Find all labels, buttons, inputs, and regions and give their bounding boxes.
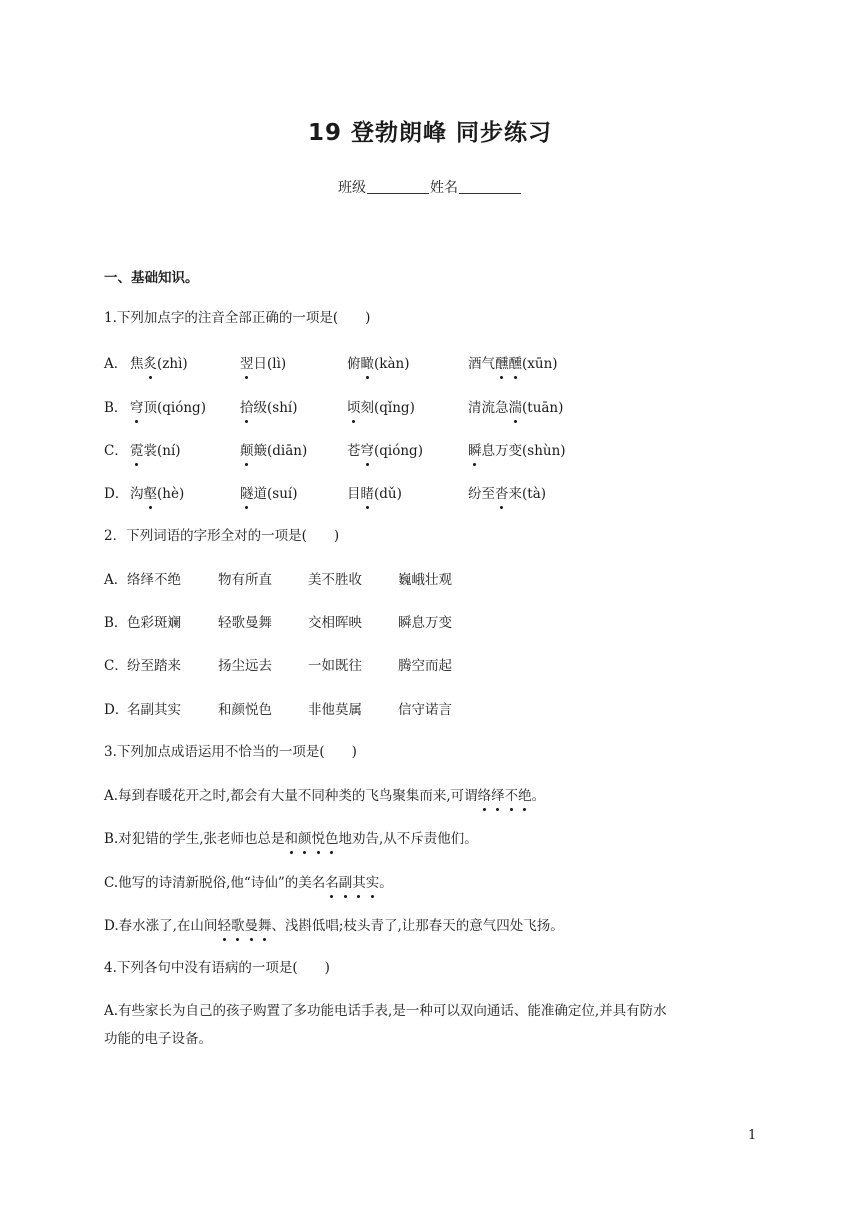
option-item bbox=[130, 441, 181, 461]
item-text: (zhì) bbox=[157, 356, 188, 372]
dotted-char: 舞 bbox=[257, 918, 272, 934]
page-number: 1 bbox=[748, 1128, 757, 1143]
sentence-text: 、浅斟低唱;枝头青了,让那春天的意气四处飞扬。 bbox=[271, 918, 564, 934]
item-text: 簸(diān) bbox=[253, 443, 308, 459]
option-word: 和颜悦色 bbox=[218, 702, 272, 718]
dotted-char: 其 bbox=[352, 875, 366, 891]
option-word: 名副其实 bbox=[127, 702, 181, 718]
dotted-char: 醺 bbox=[495, 356, 509, 372]
item-text: 焦 bbox=[130, 356, 144, 372]
option-word: 美不胜收 bbox=[308, 572, 362, 588]
option-item bbox=[347, 484, 402, 504]
option-item bbox=[468, 398, 563, 418]
dotted-char: 穹 bbox=[130, 400, 144, 416]
question-2-stem: 2．下列词语的字形全对的一项是( ) bbox=[104, 528, 340, 544]
option-word: 一如既往 bbox=[308, 658, 362, 674]
dotted-char: 副 bbox=[338, 875, 353, 891]
dotted-char: 隧 bbox=[240, 486, 254, 502]
item-text: 日(lì) bbox=[253, 356, 287, 372]
dotted-char: 和 bbox=[284, 831, 299, 847]
question-3-stem: 3.下列加点成语运用不恰当的一项是( ) bbox=[104, 744, 357, 760]
option-label: D． bbox=[104, 486, 129, 502]
dotted-char: 轻 bbox=[217, 918, 231, 934]
item-text: 息万变(shùn) bbox=[481, 443, 566, 459]
q2-option-row bbox=[104, 570, 452, 590]
dotted-char: 睹 bbox=[360, 486, 374, 502]
option-word: 色彩斑斓 bbox=[127, 615, 181, 631]
class-blank bbox=[367, 179, 429, 194]
class-name-line bbox=[0, 177, 860, 197]
item-text: 道(suí) bbox=[253, 486, 298, 502]
option-word: 腾空而起 bbox=[398, 658, 452, 674]
dotted-char: 拾 bbox=[240, 400, 254, 416]
option-word: 纷至踏来 bbox=[127, 658, 181, 674]
section-heading: 一、基础知识。 bbox=[104, 270, 199, 286]
item-text: (dǔ) bbox=[374, 486, 402, 502]
item-text: 来(tà) bbox=[508, 486, 547, 502]
option-label: C． bbox=[104, 443, 128, 459]
q1-option-row bbox=[104, 354, 558, 374]
option-word: 信守诺言 bbox=[398, 702, 452, 718]
option-label: D． bbox=[104, 702, 129, 718]
dotted-char: 不 bbox=[504, 788, 519, 804]
sentence-text: 。 bbox=[379, 875, 393, 891]
option-label: A． bbox=[104, 572, 128, 588]
dotted-char: 绎 bbox=[491, 788, 505, 804]
item-text: (kàn) bbox=[374, 356, 410, 372]
q1-option-row bbox=[104, 484, 547, 504]
dotted-char: 顷 bbox=[347, 400, 361, 416]
question-4-stem: 4.下列各句中没有语病的一项是( ) bbox=[104, 960, 330, 976]
option-item bbox=[468, 354, 558, 374]
name-label: 姓名 bbox=[430, 180, 458, 196]
sentence-text: B.对犯错的学生,张老师也总是 bbox=[104, 831, 285, 847]
option-item bbox=[130, 398, 206, 418]
option-item bbox=[347, 398, 415, 418]
item-text: (xūn) bbox=[522, 356, 558, 372]
option-item bbox=[130, 484, 184, 504]
q2-option-row bbox=[104, 700, 452, 720]
dotted-char: 绝 bbox=[518, 788, 532, 804]
item-text: (tuān) bbox=[522, 400, 564, 416]
option-word: 扬尘远去 bbox=[218, 658, 272, 674]
item-text: 刻(qǐng) bbox=[360, 400, 415, 416]
page-title: 19 登勃朗峰 同步练习 bbox=[307, 120, 553, 146]
dotted-char: 色 bbox=[325, 831, 339, 847]
option-word: 轻歌曼舞 bbox=[218, 615, 272, 631]
question-1-stem: 1.下列加点字的注音全部正确的一项是( ) bbox=[104, 310, 371, 326]
question-4-option-a-continued: 功能的电子设备。 bbox=[104, 1031, 212, 1047]
dotted-char: 沓 bbox=[495, 486, 509, 502]
option-word: 瞬息万变 bbox=[398, 615, 452, 631]
name-blank bbox=[459, 179, 521, 194]
option-label: A． bbox=[104, 356, 128, 372]
q3-option bbox=[104, 916, 564, 936]
item-text: 纷至 bbox=[468, 486, 495, 502]
option-word: 物有所直 bbox=[218, 572, 272, 588]
option-item bbox=[347, 354, 409, 374]
dotted-char: 实 bbox=[365, 875, 380, 891]
option-item bbox=[240, 354, 286, 374]
sentence-text: A.每到春暖花开之时,都会有大量不同种类的飞鸟聚集而来,可谓 bbox=[104, 788, 478, 804]
sentence-text: C.他写的诗清新脱俗,他“诗仙”的美名 bbox=[104, 875, 326, 891]
q3-option bbox=[104, 873, 393, 893]
option-item bbox=[347, 441, 423, 461]
item-text: 酒气 bbox=[468, 356, 495, 372]
dotted-char: 歌 bbox=[230, 918, 245, 934]
q1-option-row bbox=[104, 398, 564, 418]
option-word: 非他莫属 bbox=[308, 702, 362, 718]
item-text: (qióng) bbox=[374, 443, 423, 459]
question-4-option-a: A.有些家长为自己的孩子购置了多功能电话手表,是一种可以双向通话、能准确定位,并具有防水 bbox=[104, 1003, 667, 1019]
item-text: 苍 bbox=[347, 443, 361, 459]
option-item bbox=[130, 354, 188, 374]
dotted-char: 醺 bbox=[508, 356, 522, 372]
item-text: 顶(qióng) bbox=[143, 400, 206, 416]
sentence-text: D.春水涨了,在山间 bbox=[104, 918, 218, 934]
dotted-char: 穹 bbox=[360, 443, 374, 459]
dotted-char: 瞰 bbox=[360, 356, 374, 372]
q2-option-row bbox=[104, 613, 452, 633]
dotted-char: 壑 bbox=[143, 486, 157, 502]
item-text: (hè) bbox=[157, 486, 185, 502]
option-item bbox=[240, 441, 307, 461]
dotted-char: 湍 bbox=[508, 400, 522, 416]
dotted-char: 霓 bbox=[130, 443, 144, 459]
dotted-char: 颠 bbox=[240, 443, 254, 459]
dotted-char: 颜 bbox=[298, 831, 312, 847]
option-item bbox=[468, 441, 566, 461]
option-word: 巍峨壮观 bbox=[398, 572, 452, 588]
option-label: B． bbox=[104, 400, 128, 416]
option-item bbox=[468, 484, 546, 504]
item-text: 沟 bbox=[130, 486, 144, 502]
q3-option bbox=[104, 829, 478, 849]
item-text: 俯 bbox=[347, 356, 361, 372]
option-word: 交相晖映 bbox=[308, 615, 362, 631]
dotted-char: 悦 bbox=[311, 831, 326, 847]
item-text: 裳(ní) bbox=[143, 443, 181, 459]
q1-option-row bbox=[104, 441, 566, 461]
sentence-text: 。 bbox=[531, 788, 546, 804]
dotted-char: 曼 bbox=[244, 918, 258, 934]
dotted-char: 络 bbox=[477, 788, 492, 804]
item-text: 级(shí) bbox=[253, 400, 298, 416]
dotted-char: 名 bbox=[325, 875, 339, 891]
dotted-char: 炙 bbox=[143, 356, 157, 372]
item-text: 清流急 bbox=[468, 400, 509, 416]
dotted-char: 瞬 bbox=[468, 443, 482, 459]
q2-option-row bbox=[104, 656, 452, 676]
sentence-text: 地劝告,从不斥责他们。 bbox=[338, 831, 478, 847]
option-item bbox=[240, 398, 297, 418]
q3-option bbox=[104, 786, 545, 806]
option-item bbox=[240, 484, 297, 504]
option-label: C． bbox=[104, 658, 128, 674]
class-label: 班级 bbox=[338, 180, 366, 196]
item-text: 目 bbox=[347, 486, 361, 502]
dotted-char: 翌 bbox=[240, 356, 254, 372]
option-word: 络绎不绝 bbox=[127, 572, 181, 588]
option-label: B． bbox=[104, 615, 128, 631]
